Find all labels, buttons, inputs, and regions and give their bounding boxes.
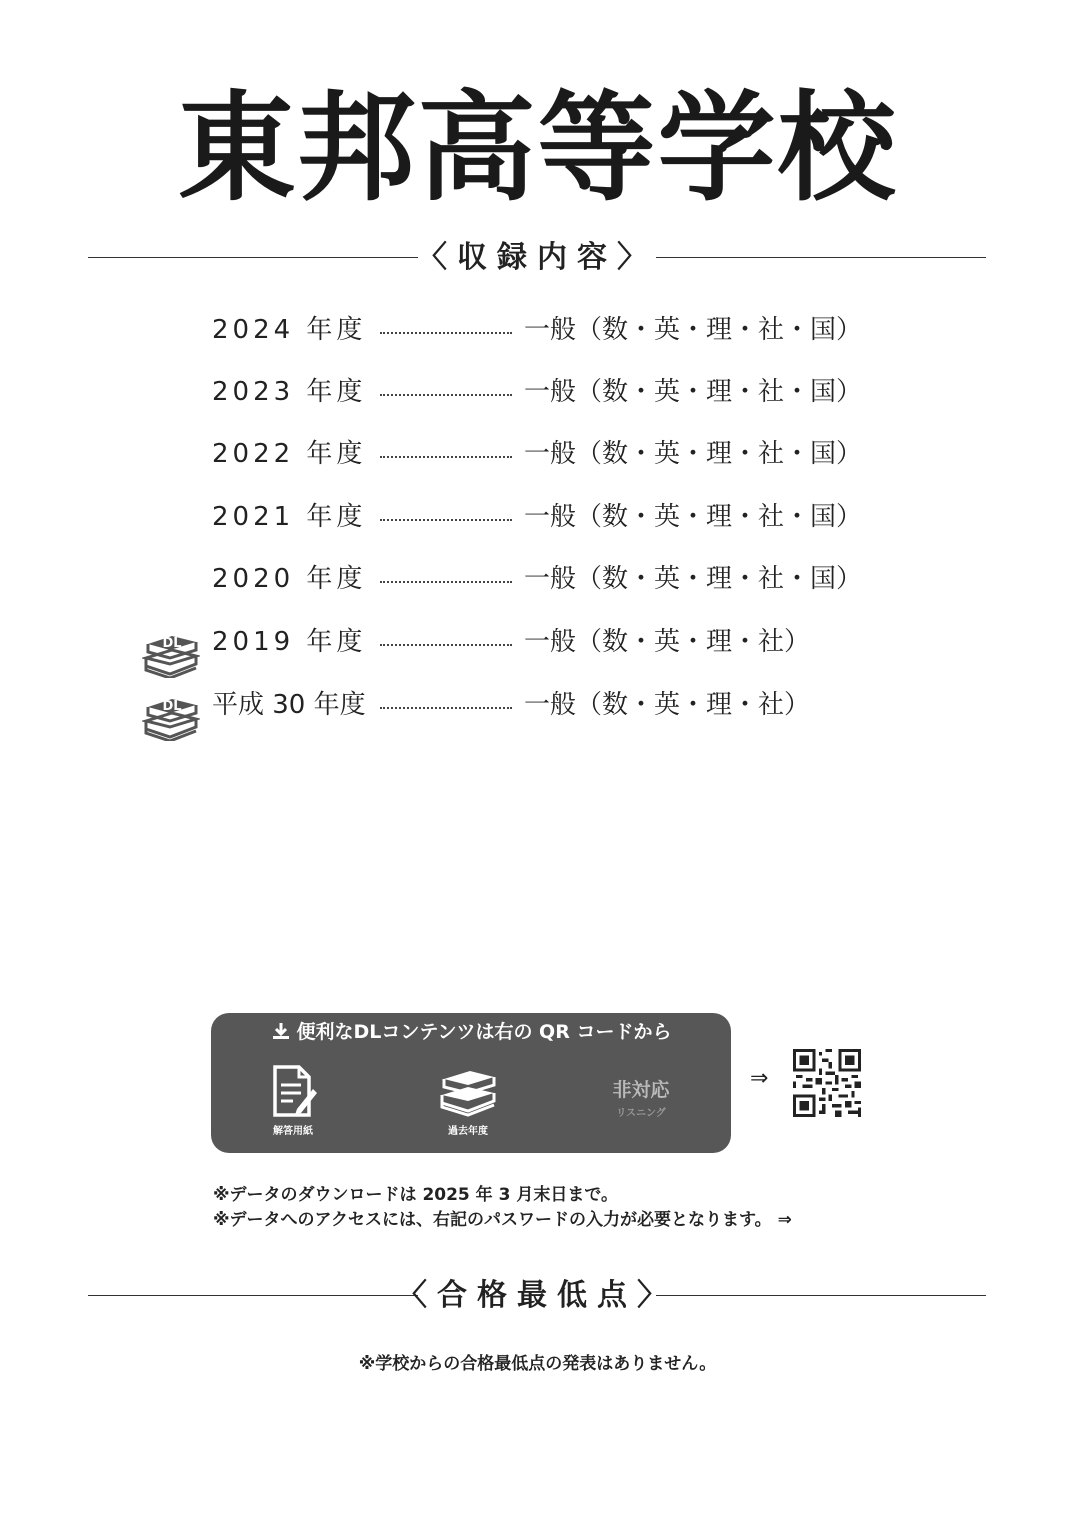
past-years-item[interactable] [408,1063,528,1139]
row-content: 一般（数・英・理・社・国） [524,377,863,407]
not-supported-label: 非対応 [612,1079,670,1101]
row-year: 2022 年度 [212,439,367,469]
listening-item [581,1063,701,1121]
list-item [0,622,1075,662]
download-icon [271,1021,291,1048]
row-year: 2023 年度 [212,377,367,407]
list-item [0,685,1075,725]
row-year: 2019 年度 [212,627,367,657]
school-title: 東邦高等学校 [177,79,898,217]
dot-leader [380,581,512,583]
list-item [0,372,1075,412]
answer-sheet-item[interactable] [233,1063,353,1139]
dl-content-panel [211,1013,731,1153]
row-content: 一般（数・英・理・社・国） [524,502,863,532]
row-year: 平成 30 年度 [212,690,366,720]
row-content: 一般（数・英・理・社） [524,627,811,657]
list-item [0,497,1075,537]
qr-code[interactable] [793,1049,861,1121]
book-stack-icon [438,1104,498,1123]
list-item [0,310,1075,350]
dot-leader [380,519,512,521]
answer-sheet-icon [267,1104,319,1123]
score-heading [88,1276,986,1316]
dot-leader [380,332,512,334]
row-year: 2020 年度 [212,564,367,594]
dl-badge-text: DL [162,699,182,714]
dot-leader [380,644,512,646]
row-content: 一般（数・英・理・社） [524,690,811,720]
row-content: 一般（数・英・理・社・国） [524,439,863,469]
contents-heading [88,238,986,278]
listening-caption: リスニング [616,1108,666,1119]
password-note: ※データへのアクセスには、右記のパスワードの入力が必要となります。 ⇒ [213,1210,792,1230]
panel-heading-text: 便利なDLコンテンツは右の QR コードから [296,1021,672,1043]
past-years-caption: 過去年度 [448,1126,488,1137]
list-item [0,559,1075,599]
download-deadline-note: ※データのダウンロードは 2025 年 3 月末日まで。 [213,1185,619,1205]
dot-leader [380,394,512,396]
heading-rule-right [656,257,986,258]
row-content: 一般（数・英・理・社・国） [524,315,863,345]
panel-heading [211,1019,731,1048]
list-item [0,434,1075,474]
answer-sheet-caption: 解答用紙 [273,1126,313,1137]
contents-heading-label: 〈収録内容〉 [417,240,657,275]
row-content: 一般（数・英・理・社・国） [524,564,863,594]
score-note: ※学校からの合格最低点の発表はありません。 [358,1354,717,1374]
dl-books-icon [142,622,200,682]
dl-badge-text: DL [162,636,182,651]
dot-leader [380,707,512,709]
row-year: 2024 年度 [212,315,367,345]
dl-books-icon [142,685,200,745]
dot-leader [380,456,512,458]
score-heading-label: 〈合格最低点〉 [397,1278,677,1313]
arrow-to-qr: ⇒ [750,1066,769,1091]
heading-rule-right [656,1295,986,1296]
row-year: 2021 年度 [212,502,367,532]
